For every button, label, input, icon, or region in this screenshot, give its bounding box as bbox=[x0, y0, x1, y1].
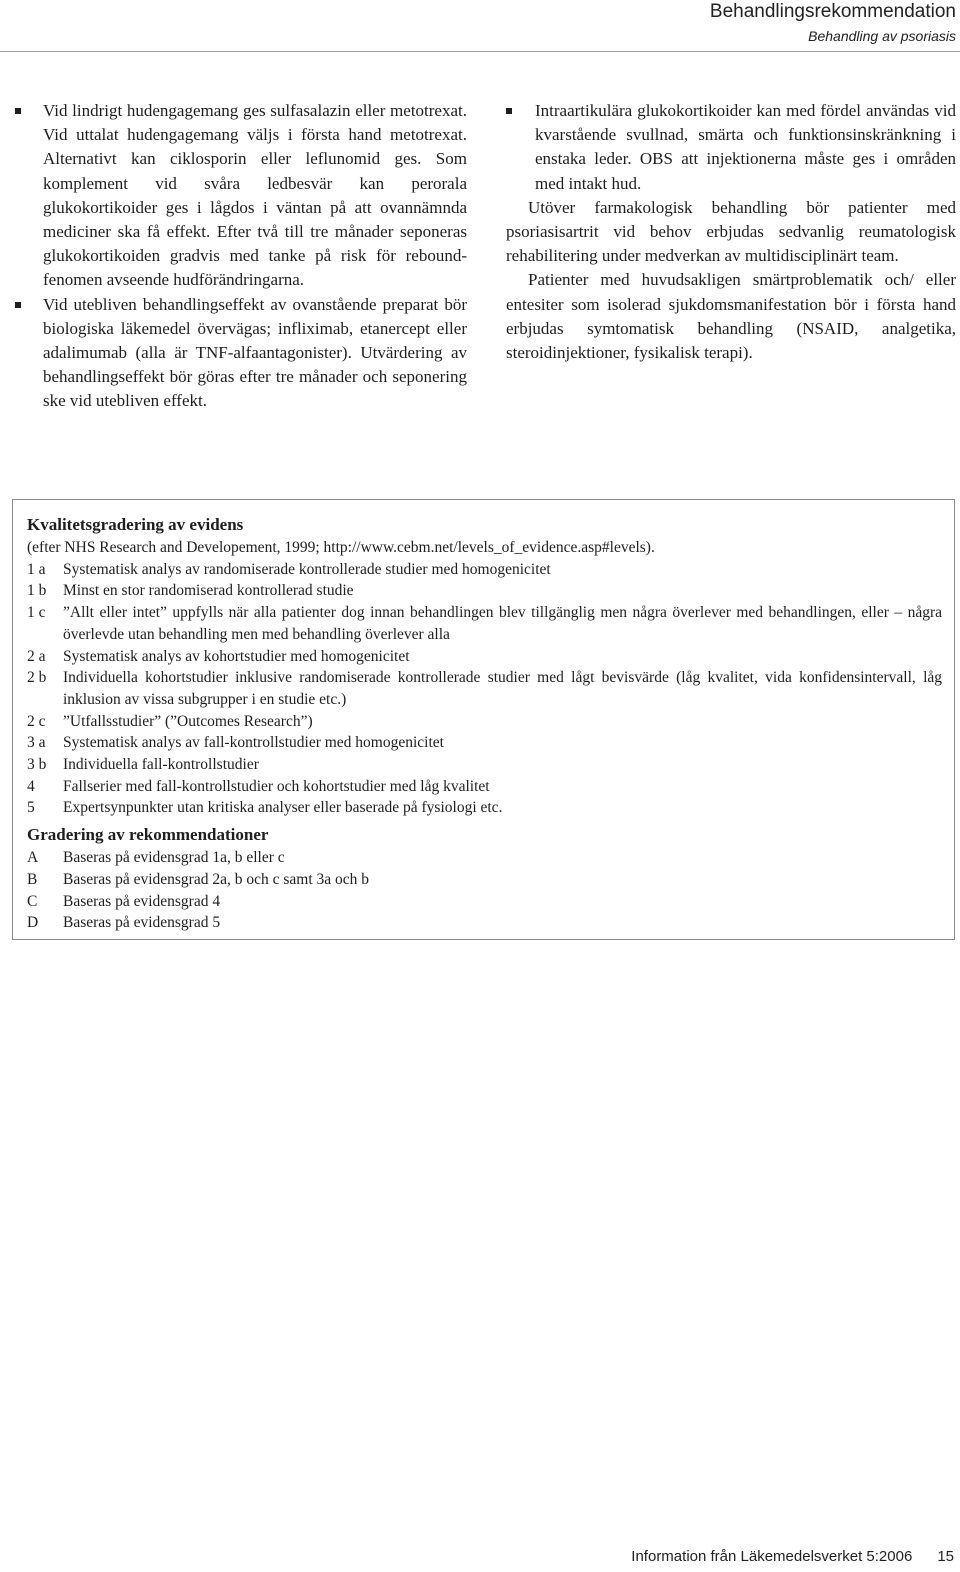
level-text: Systematisk analys av kohortstudier med homogenicitet bbox=[63, 647, 410, 665]
grade-code: B bbox=[27, 870, 38, 888]
level-text: Systematisk analys av fall-kontrollstudier med homogenicitet bbox=[63, 734, 444, 752]
left-column bbox=[14, 99, 467, 414]
recommendation-grade-row bbox=[27, 847, 942, 869]
grade-text: Baseras på evidensgrad 4 bbox=[63, 892, 221, 910]
evidence-level-row bbox=[27, 667, 942, 710]
page-number: 15 bbox=[937, 1548, 954, 1565]
level-text: Individuella kohortstudier inklusive randomiserade kontrollerade studier med lågt bevisvärde (låg kvalitet, vida konfidensintervall, låg inklusion av vissa subgrupper i en studie etc.) bbox=[63, 669, 942, 708]
evidence-level-row bbox=[27, 559, 942, 581]
recommendation-grade-row bbox=[27, 891, 942, 913]
evidence-level-row bbox=[27, 754, 942, 776]
right-column bbox=[506, 99, 956, 365]
evidence-level-row bbox=[27, 602, 942, 645]
evidence-level-row bbox=[27, 797, 942, 819]
level-text: Fallserier med fall-kontrollstudier och kohortstudier med låg kvalitet bbox=[63, 777, 490, 795]
paragraph: Patienter med huvudsakligen smärtproblematik och/ eller entesiter som isolerad sjukdomsmanifestation bör i första hand erbjudas symtomatisk behandling (NSAID, analgetika, steroidinjektioner, fysikalisk terapi). bbox=[506, 270, 956, 363]
level-text: Minst en stor randomiserad kontrollerad studie bbox=[63, 582, 354, 600]
level-code: 1 c bbox=[27, 604, 46, 622]
level-code: 1 a bbox=[27, 560, 46, 578]
list-item bbox=[506, 99, 956, 196]
list-item-text: Vid utebliven behandlingseffekt av ovanstående preparat bör biologiska läkemedel övervägas; infliximab, etanercept eller adalimumab (alla är TNF-alfaantagonister). Utvärdering av behandlingseffekt bör göras efter tre månader och seponering ske vid utebliven effekt. bbox=[43, 294, 467, 411]
evidence-level-row bbox=[27, 646, 942, 668]
grade-text: Baseras på evidensgrad 2a, b och c samt 3a och b bbox=[63, 870, 370, 888]
page-footer bbox=[631, 1547, 954, 1567]
square-bullet-icon bbox=[15, 302, 21, 308]
box-title: Kvalitetsgradering av evidens bbox=[27, 515, 244, 534]
grade-text: Baseras på evidensgrad 5 bbox=[63, 914, 221, 932]
list-item bbox=[14, 99, 467, 293]
level-code: 4 bbox=[27, 777, 35, 795]
list-item bbox=[14, 293, 467, 414]
header-divider bbox=[0, 51, 960, 52]
paragraph: Utöver farmakologisk behandling bör patienter med psoriasisartrit vid behov erbjudas sedvanlig reumatologisk rehabilitering under medverkan av multidisciplinärt team. bbox=[506, 197, 956, 266]
evidence-level-row bbox=[27, 776, 942, 798]
recommendation-grade-row bbox=[27, 869, 942, 891]
square-bullet-icon bbox=[15, 108, 21, 114]
evidence-level-row bbox=[27, 580, 942, 602]
level-text: Systematisk analys av randomiserade kontrollerade studier med homogenicitet bbox=[63, 560, 551, 578]
running-header-title: Behandlingsrekommendation bbox=[709, 1, 956, 22]
level-code: 1 b bbox=[27, 582, 47, 600]
level-text: ”Allt eller intet” uppfylls när alla patienter dog innan behandlingen blev tillgänglig men några överlever med behandlingen, eller – några överlevde utan behandling men med behandling överlever alla bbox=[63, 604, 942, 643]
level-code: 3 b bbox=[27, 756, 47, 774]
level-code: 3 a bbox=[27, 734, 46, 752]
level-text: Expertsynpunkter utan kritiska analyser eller baserade på fysiologi etc. bbox=[63, 799, 503, 817]
running-header-subtitle: Behandling av psoriasis bbox=[808, 28, 956, 44]
list-item-text: Vid lindrigt hudengagemang ges sulfasalazin eller metotrexat. Vid uttalat hudengagemang väljs i första hand metotrexat. Alternativt kan ciklosporin eller leflunomid ges. Som komplement vid svåra ledbesvär kan perorala glukokortikoider ges i lågdos i väntan på att ovannämnda mediciner ska få effekt. Efter två till tre månader seponeras glukokortikoiden gradvis med tanke på risk för rebound-fenomen avseende hudförändringarna. bbox=[43, 101, 467, 290]
recommendation-grade-row bbox=[27, 912, 942, 934]
square-bullet-icon bbox=[506, 108, 512, 114]
running-header bbox=[710, 0, 956, 46]
evidence-grading-box bbox=[12, 499, 955, 940]
level-code: 5 bbox=[27, 799, 35, 817]
grade-code: A bbox=[27, 849, 39, 867]
level-text: ”Utfallsstudier” (”Outcomes Research”) bbox=[63, 712, 313, 730]
body-paragraphs bbox=[506, 196, 956, 365]
source-note: (efter NHS Research and Developement, 1999; http://www.cebm.net/levels_of_evidence.asp#levels). bbox=[27, 539, 655, 556]
level-code: 2 c bbox=[27, 712, 46, 730]
level-text: Individuella fall-kontrollstudier bbox=[63, 756, 259, 774]
level-code: 2 b bbox=[27, 669, 47, 687]
list-item-text: Intraartikulära glukokortikoider kan med fördel användas vid kvarstående svullnad, smärta och funktionsinskränkning i enstaka leder. OBS att injektionerna måste ges i områden med intakt hud. bbox=[535, 101, 956, 193]
recommendation-title: Gradering av rekommendationer bbox=[27, 825, 269, 845]
grade-code: C bbox=[27, 892, 38, 910]
level-code: 2 a bbox=[27, 647, 46, 665]
evidence-level-row bbox=[27, 711, 942, 733]
footer-publication: Information från Läkemedelsverket 5:2006 bbox=[631, 1548, 913, 1565]
evidence-level-row bbox=[27, 732, 942, 754]
grade-text: Baseras på evidensgrad 1a, b eller c bbox=[63, 849, 285, 867]
grade-code: D bbox=[27, 914, 39, 932]
